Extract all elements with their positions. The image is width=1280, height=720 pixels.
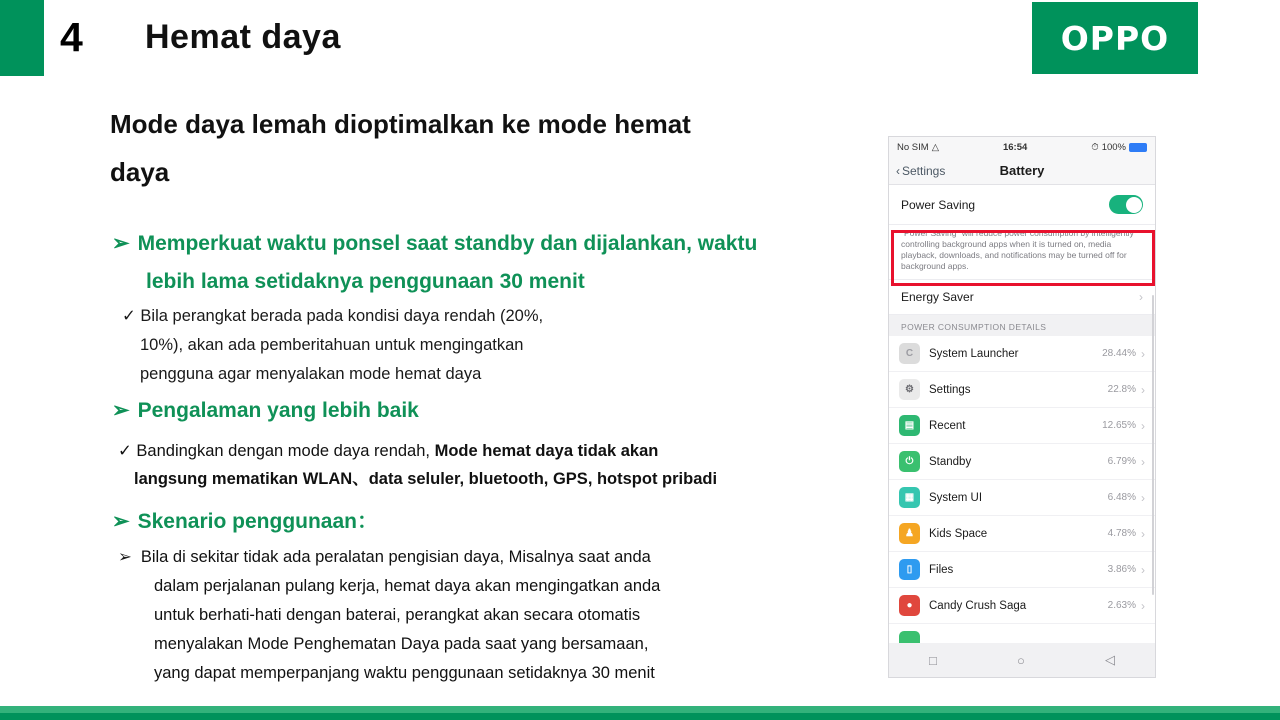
arrow-bullet-icon: ➢ [112, 232, 130, 255]
toggle-knob [1126, 197, 1142, 213]
check-icon: ✓ [122, 307, 136, 325]
back-key-icon[interactable]: ◁ [1104, 652, 1115, 667]
power-saving-toggle[interactable] [1109, 195, 1143, 214]
table-row[interactable] [889, 372, 1155, 408]
app-icon: ▯ [899, 559, 920, 580]
check-icon: ✓ [118, 442, 132, 460]
app-name: Standby [929, 455, 972, 468]
sub-point-3-line-4: menyalakan Mode Penghematan Daya pada saat yang bersamaan, [154, 635, 649, 653]
sub-point-3-line-5: yang dapat memperpanjang waktu penggunaan setidaknya 30 menit [154, 664, 655, 682]
sub-point-3 [118, 543, 758, 688]
chevron-right-icon: › [1141, 562, 1145, 577]
sub-point-1-line-1: Bila perangkat berada pada kondisi daya rendah (20%, [140, 307, 544, 325]
chevron-right-icon: › [1141, 346, 1145, 361]
bullet-2-text: Pengalaman yang lebih baik [137, 399, 419, 422]
sub-point-3-line-2: dalam perjalanan pulang kerja, hemat daya akan mengingatkan anda [154, 577, 661, 595]
arrow-bullet-icon: ➢ [112, 510, 130, 533]
bullet-1-line-2: lebih lama setidaknya penggunaan 30 menit [146, 270, 585, 293]
chevron-right-icon: › [1141, 418, 1145, 433]
app-name: System UI [929, 491, 983, 504]
app-name: Candy Crush Saga [929, 599, 1027, 612]
arrow-sub-icon: ➢ [118, 548, 132, 566]
back-button[interactable] [896, 164, 945, 178]
table-row[interactable] [889, 480, 1155, 516]
sub-point-2-line-2: langsung mematikan WLAN、data seluler, bluetooth, GPS, hotspot pribadi [134, 470, 718, 488]
section-header-power-consumption: POWER CONSUMPTION DETAILS [889, 315, 1155, 336]
settings-scroll-area[interactable] [889, 185, 1155, 613]
table-row[interactable] [889, 336, 1155, 372]
bullet-3-text: Skenario penggunaan： [137, 510, 378, 533]
app-name: Recent [929, 419, 966, 432]
android-soft-keys [889, 643, 1155, 677]
sub-point-2-line-1-bold: Mode hemat daya tidak akan [434, 442, 659, 460]
bullet-2 [112, 396, 712, 426]
app-percent: 3.86% [1107, 564, 1136, 575]
screen-title: Battery [999, 163, 1045, 178]
app-percent: 4.78% [1107, 528, 1136, 539]
chevron-right-icon: › [1141, 490, 1145, 505]
table-row[interactable] [889, 408, 1155, 444]
table-row[interactable] [889, 588, 1155, 624]
chevron-right-icon: › [1139, 290, 1143, 304]
scrollbar[interactable] [1152, 295, 1154, 595]
energy-saver-row[interactable] [889, 279, 1155, 315]
app-name: System Launcher [929, 347, 1019, 360]
app-percent: 2.63% [1107, 600, 1136, 611]
chevron-right-icon: › [1141, 382, 1145, 397]
app-icon: ▤ [899, 415, 920, 436]
app-consumption-list [889, 336, 1155, 660]
app-percent: 6.48% [1107, 492, 1136, 503]
power-saving-row[interactable] [889, 185, 1155, 225]
sub-point-2 [118, 437, 768, 493]
app-percent: 12.65% [1102, 420, 1136, 431]
wifi-icon: △ [931, 141, 939, 153]
power-saving-description: "Power Saving" will reduce power consumption by intelligently controlling background apps when it is turned on, media playback, downloads, and notifications may be turned off for background apps. [889, 225, 1155, 279]
chevron-right-icon: › [1141, 598, 1145, 613]
footer-bar-accent [0, 713, 1280, 720]
sub-point-2-line-1-plain: Bandingkan dengan mode daya rendah, [136, 442, 435, 460]
battery-percent: 100% [1101, 141, 1126, 153]
app-percent: 22.8% [1107, 384, 1136, 395]
app-icon: ♟ [899, 523, 920, 544]
bullet-3 [112, 507, 612, 537]
battery-icon [1129, 143, 1147, 152]
sub-point-1 [122, 302, 642, 389]
carrier-label: No SIM [897, 141, 929, 153]
sub-point-1-line-3: pengguna agar menyalakan mode hemat daya [140, 365, 482, 383]
phone-status-bar [889, 137, 1155, 157]
slide-number: 4 [60, 14, 83, 60]
app-name: Files [929, 563, 954, 576]
phone-screenshot [888, 136, 1156, 678]
app-icon: C [899, 343, 920, 364]
phone-nav-bar [889, 157, 1155, 185]
oppo-logo-text: OPPO [1060, 18, 1170, 58]
table-row[interactable] [889, 552, 1155, 588]
bullet-1-line-1: Memperkuat waktu ponsel saat standby dan dijalankan, waktu [137, 232, 758, 255]
chevron-left-icon: ‹ [896, 163, 900, 178]
oppo-logo [1032, 2, 1198, 74]
app-icon: ● [899, 595, 920, 616]
home-key-icon[interactable]: ○ [1017, 652, 1025, 668]
page-title: Hemat daya [145, 18, 341, 56]
recents-key-icon[interactable]: □ [929, 652, 937, 668]
sub-point-3-line-1: Bila di sekitar tidak ada peralatan pengisian daya, Misalnya saat anda [140, 548, 651, 566]
app-icon: ▦ [899, 487, 920, 508]
table-row[interactable] [889, 444, 1155, 480]
energy-saver-label: Energy Saver [901, 290, 974, 304]
sub-point-1-line-2: 10%), akan ada pemberitahuan untuk mengingatkan [140, 336, 524, 354]
app-percent: 28.44% [1102, 348, 1136, 359]
app-name: Settings [929, 383, 971, 396]
bullet-1 [112, 225, 832, 301]
app-name: Kids Space [929, 527, 988, 540]
status-clock: 16:54 [1002, 141, 1028, 153]
app-percent: 6.79% [1107, 456, 1136, 467]
arrow-bullet-icon: ➢ [112, 399, 130, 422]
sub-point-3-line-3: untuk berhati-hati dengan baterai, perangkat akan secara otomatis [154, 606, 641, 624]
alarm-icon: ⏱ [1091, 141, 1099, 153]
chevron-right-icon: › [1141, 454, 1145, 469]
app-icon: ⏻ [899, 451, 920, 472]
chevron-right-icon: › [1141, 526, 1145, 541]
header-accent-bar [0, 0, 44, 76]
slide-subtitle: Mode daya lemah dioptimalkan ke mode hemat daya [110, 109, 691, 187]
app-icon: ⚙ [899, 379, 920, 400]
table-row[interactable] [889, 516, 1155, 552]
power-saving-label: Power Saving [901, 197, 976, 212]
back-label: Settings [902, 163, 946, 178]
